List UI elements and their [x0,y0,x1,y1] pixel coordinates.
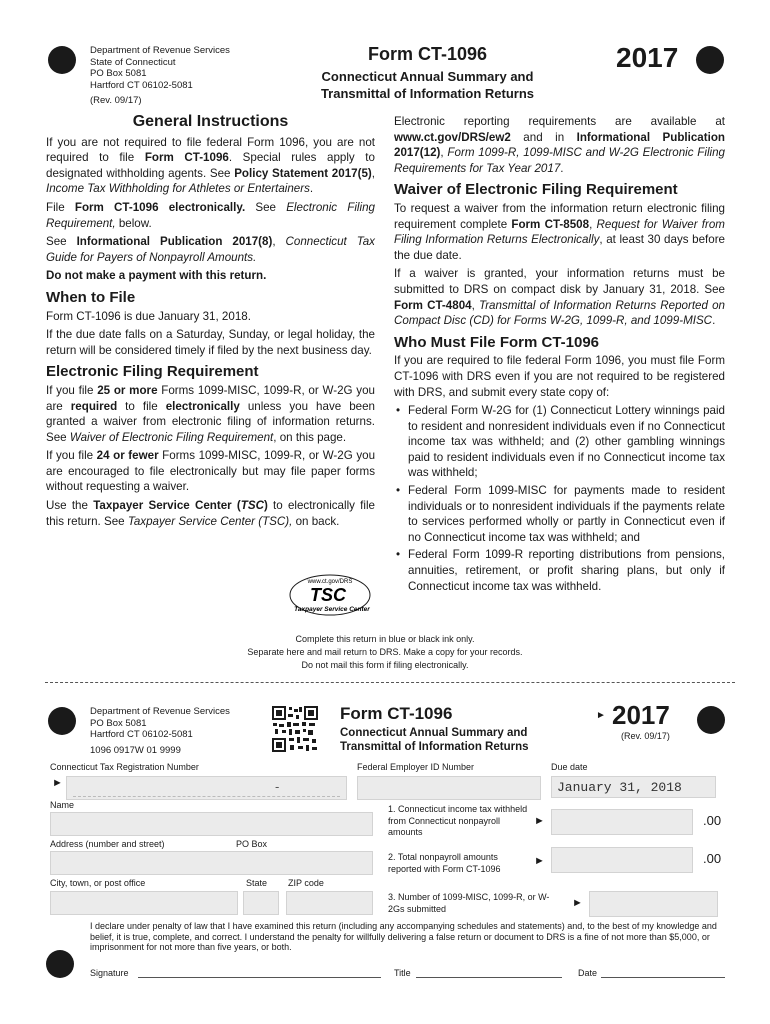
signature-label: Signature [90,968,129,978]
text: If you are not required to file federal Form 1096, you are not required to file [46,135,375,165]
form-subtitle [300,68,555,102]
text: Informational Publication 2017(8) [76,235,273,249]
text: , at least 30 days before the due date. [394,233,725,262]
line-3-text: Number of 1099-MISC, 1099-R, or W-2Gs submitted [388,892,550,914]
who-must-file-list [394,403,725,594]
text: Taxpayer Service Center ( [93,499,241,513]
text: 25 or more [97,383,158,397]
text: , [440,146,448,160]
ink-note: Complete this return in blue or black ink only. [295,634,475,644]
registration-dot-voucher-right [697,706,725,734]
line-3-number: 3. [388,892,396,902]
tsc-url: www.ct.gov/DRS [307,579,353,585]
voucher-dept-address [90,706,270,756]
text: Forms 1099-MISC, 1099-R, or W-2G you are encouraged to file electronically but may file paper forms without requesting a waiver. [46,449,376,494]
text: , [371,166,376,180]
text: 24 or fewer [96,449,159,463]
line-1-text: Connecticut income tax withheld from Connecticut nonpayroll amounts [388,804,528,837]
dept-line: State of Connecticut [90,56,176,68]
dept-address [90,45,290,107]
line-1-input[interactable] [551,809,693,835]
left-column [46,114,375,532]
zip-label: ZIP code [288,878,324,888]
text: Electronic reporting requirements are available at [394,115,725,128]
city-input[interactable] [50,891,238,915]
cut-line [45,682,735,683]
when-to-file-p1: Form CT-1096 is due January 31, 2018. [46,309,251,323]
title-line[interactable] [416,977,562,978]
text: Do not make a payment with this return. [46,269,267,283]
line-3-arrow: ► [572,897,583,909]
text: . Special rules apply to designated withholding agents. See [46,151,375,180]
title-label: Title [394,968,411,978]
text: TSC [240,499,264,513]
reg-number-arrow: ► [52,777,63,789]
text: Form 1099-R, 1099-MISC and W-2G Electronic Filing Requirements for Tax Year 2017 [394,146,725,175]
date-line[interactable] [601,977,725,978]
dept-line: Hartford CT 06102-5081 [90,79,193,91]
when-to-file-heading: When to File [46,288,136,306]
po-box-label: PO Box [236,839,268,849]
text: unless you have been granted a waiver from electronic filing of information returns. See [46,399,375,444]
text: www.ct.gov/DRS/ew2 [394,130,511,144]
waiver-p2 [394,266,725,328]
text: Transmittal of Information Returns Reported on Compact Disc (CD) for Forms W-2G, 1099-R, and 1099-MISC [394,298,725,328]
waiver-p1 [394,201,725,263]
voucher-form-title: Form CT-1096 [340,704,453,723]
registration-dot-top-left [48,46,76,74]
registration-dot-voucher-left [48,707,76,735]
text: . [309,182,314,196]
text: Use the [46,499,94,513]
text: required [70,399,118,413]
reg-number-input[interactable] [66,776,347,800]
voucher-subtitle-line1: Connecticut Annual Summary and [340,727,528,739]
text: Policy Statement 2017(5) [234,166,372,180]
line-2-arrow: ► [534,855,545,867]
line-1-number: 1. [388,804,396,814]
text: Forms 1099-MISC, 1099-R, or W-2G you are [46,383,375,413]
line-2-input[interactable] [551,847,693,873]
who-must-file-intro: If you are required to file federal Form 1096, you must file Form CT-1096 with DRS even if you are not required to be registered with DRS, and submit every state copy of: [394,354,725,399]
line-3-label [388,892,553,915]
line-1-label [388,804,528,839]
reg-number-label: Connecticut Tax Registration Number [50,762,199,772]
general-instructions-p2 [46,200,375,231]
dept-line: Hartford CT 06102-5081 [90,729,193,740]
electronic-note: Do not mail this form if filing electronically. [301,660,469,670]
address-input[interactable] [50,851,373,875]
text: Income Tax Withholding for Athletes or Entertainers [46,182,310,196]
registration-dot-top-right [696,46,724,74]
city-label: City, town, or post office [50,878,146,888]
text: Informational Publication 2017(12) [394,130,725,160]
text: Form CT-8508 [511,217,590,231]
state-label: State [246,878,268,888]
text: electronically [165,399,240,413]
form-subtitle-line2: Transmittal of Information Returns [320,86,535,101]
who-must-file-heading: Who Must File Form CT-1096 [394,333,600,351]
electronic-filing-p2 [46,448,375,495]
date-label: Date [578,968,598,978]
text: , on this page. [273,430,347,444]
list-item: • Federal Form W-2G for (1) Connecticut Lottery winnings paid to resident and nonresident individuals even if no Connecticut income tax was withheld; and (2) other gambling winnings paid to resident individuals even if no Connecticut income tax was withheld; [408,403,725,481]
text: . [560,161,564,175]
list-item: • Federal Form 1099-R reporting distributions from pensions, annuities, retirement, or profit sharing plans, but only if Connecticut income tax was withheld. [408,547,725,594]
text: ) [263,499,268,513]
rev-date: (Rev. 09/17) [90,95,142,106]
state-input[interactable] [243,891,279,915]
line-1-arrow: ► [534,815,545,827]
no-payment-note [46,268,375,284]
electronic-filing-p1 [46,383,375,445]
text: and in [510,130,577,144]
text: , [589,217,597,231]
electronic-filing-heading: Electronic Filing Requirement [46,363,259,381]
dept-line: PO Box 5081 [90,68,147,79]
text: , [471,298,479,312]
text: If a waiver is granted, your information returns must be submitted to DRS on compact disk by January 31, 2018. See [394,267,725,296]
voucher-code: 1096 0917W 01 9999 [90,744,181,756]
dept-line: Department of Revenue Services [90,706,230,717]
general-instructions-p1 [46,135,375,197]
text: See [46,235,77,249]
voucher-form-subtitle [340,726,529,754]
line-2-number: 2. [388,852,396,862]
tsc-abbr: TSC [310,585,346,605]
text: , [272,235,286,249]
dept-line: PO Box 5081 [90,717,147,729]
voucher-rev-date: (Rev. 09/17) [621,731,670,741]
text: Waiver of Electronic Filing Requirement [69,430,274,444]
line-2-text: Total nonpayroll amounts reported with Form CT-1096 [388,852,501,874]
tsc-name: Taxpayer Service Center [294,606,370,613]
name-label: Name [50,800,75,810]
general-instructions-p3 [46,234,375,265]
waiver-heading: Waiver of Electronic Filing Requirement [394,181,678,199]
line-3-input[interactable] [589,891,718,917]
fein-input[interactable] [357,776,541,800]
name-input[interactable] [50,812,373,836]
form-subtitle-line1: Connecticut Annual Summary and [321,69,534,84]
text: on back. [292,514,340,528]
right-column [394,114,725,596]
text: Electronic Filing Requirement, [46,200,375,230]
text: to file [117,399,166,413]
form-title: Form CT-1096 [368,44,488,64]
list-item: • Federal Form 1099-MISC for payments made to resident individuals or to nonresident individuals if the payments relate to services performed wholly or partly in Connecticut even if no Connecticut income tax was withheld; and [408,483,725,545]
line-1-cents: .00 [703,813,722,828]
tax-year: 2017 [616,42,679,73]
text: If you file [46,383,98,397]
text: If you file [46,449,97,463]
electronic-reporting-intro [394,114,725,176]
text: See [245,200,287,214]
text: . [712,314,716,328]
text: Form CT-1096 electronically. [74,200,246,214]
separate-note: Separate here and mail return to DRS. Make a copy for your records. [247,647,523,657]
reg-number-underscores [73,796,340,797]
voucher-year-arrow: ► [596,710,606,721]
text: to electronically file this return. See [46,499,376,528]
signature-line[interactable] [138,977,381,978]
text: Connecticut Tax Guide for Payers of Nonpayroll Amounts. [46,235,375,264]
general-instructions-heading: General Instructions [132,113,289,130]
line-2-label [388,852,528,875]
line-2-cents: .00 [703,851,722,866]
voucher-tax-year: 2017 [612,700,670,730]
due-date-label: Due date [551,762,588,772]
tsc-logo [288,573,372,617]
text: below. [115,216,152,230]
declaration-text: I declare under penalty of law that I have examined this return (including any accompanying schedules and statements) and, to the best of my knowledge and belief, it is true, complete, and correct. I understand the penalty for willfully delivering a false return or document to DRS is a fine of not more than $5,000, or imprisonment for not more than five years, or both. [90,921,717,952]
text: File [46,200,75,214]
qr-code [272,706,318,752]
tsc-logo-graphic [288,573,372,617]
zip-input[interactable] [286,891,373,915]
text: To request a waiver from the information return electronic filing requirement complete [394,201,725,231]
text: Taxpayer Service Center (TSC), [127,514,293,528]
address-label: Address (number and street) [50,839,165,849]
when-to-file-p2: If the due date falls on a Saturday, Sunday, or legal holiday, the return will be considered timely if filed by the next business day. [46,328,375,357]
text: Request for Waiver from Filing Information Returns Electronically [394,217,725,247]
text: Form CT-1096 [144,151,229,165]
text: Form CT-4804 [394,298,472,312]
fein-label: Federal Employer ID Number [357,762,475,772]
reg-number-separator: - [275,779,280,794]
electronic-filing-p3 [46,498,375,529]
dept-line: Department of Revenue Services [90,45,230,56]
voucher-subtitle-line2: Transmittal of Information Returns [340,741,529,753]
registration-dot-bottom-left [46,950,74,978]
due-date-field: January 31, 2018 [551,776,716,798]
